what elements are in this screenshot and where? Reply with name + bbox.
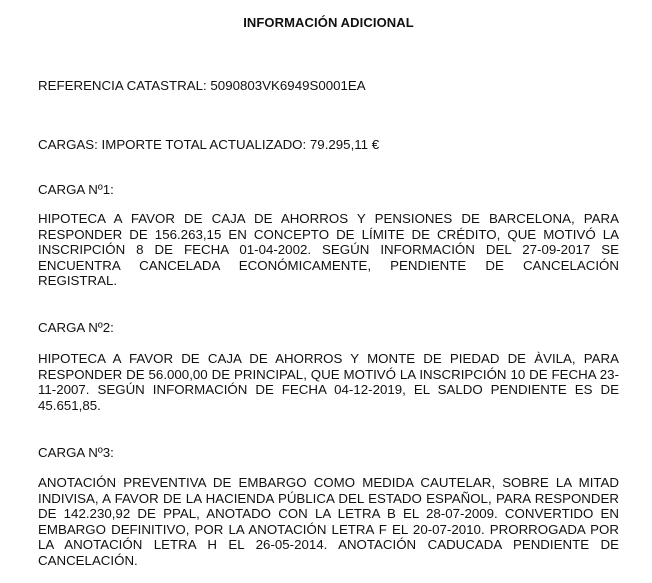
carga-3-heading: CARGA Nº3:	[38, 445, 114, 460]
referencia-catastral: REFERENCIA CATASTRAL: 5090803VK6949S0001EA	[38, 78, 366, 93]
carga-1-heading: CARGA Nº1:	[38, 182, 114, 197]
carga-2-text: HIPOTECA A FAVOR DE CAJA DE AHORROS Y MONTE DE PIEDAD DE ÀVILA, PARA RESPONDER DE 56.000,00 DE PRINCIPAL, QUE MOTIVÓ LA INSCRIPCIÓN 10 DE FECHA 23-11-2007. SEGÚN INFORMACIÓN DE FECHA 04-12-2019, EL SALDO PENDIENTE ES DE 45.651,85.	[38, 351, 619, 413]
cargas-importe-total: CARGAS: IMPORTE TOTAL ACTUALIZADO: 79.295,11 €	[38, 137, 380, 152]
carga-1-text: HIPOTECA A FAVOR DE CAJA DE AHORROS Y PENSIONES DE BARCELONA, PARA RESPONDER DE 156.263,15 EN CONCEPTO DE LÍMITE DE CRÉDITO, QUE MOTIVÓ LA INSCRIPCIÓN 8 DE FECHA 01-04-2002. SEGÚN INFORMACIÓN DEL 27-09-2017 SE ENCUENTRA CANCELADA ECONÓMICAMENTE, PENDIENTE DE CANCELACIÓN REGISTRAL.	[38, 211, 619, 288]
document-title: INFORMACIÓN ADICIONAL	[243, 15, 414, 30]
carga-2-heading: CARGA Nº2:	[38, 320, 114, 335]
carga-3-text: ANOTACIÓN PREVENTIVA DE EMBARGO COMO MEDIDA CAUTELAR, SOBRE LA MITAD INDIVISA, A FAVOR DE LA HACIENDA PÚBLICA DEL ESTADO ESPAÑOL, PARA RESPONDER DE 142.230,92 DE PPAL, ANOTADO CON LA LETRA B EL 28-07-2009. CONVERTIDO EN EMBARGO DEFINITIVO, POR LA ANOTACIÓN LETRA F EL 20-07-2010. PRORROGADA POR LA ANOTACIÓN LETRA H EL 26-05-2014. ANOTACIÓN CADUCADA PENDIENTE DE CANCELACIÓN.	[38, 475, 619, 568]
